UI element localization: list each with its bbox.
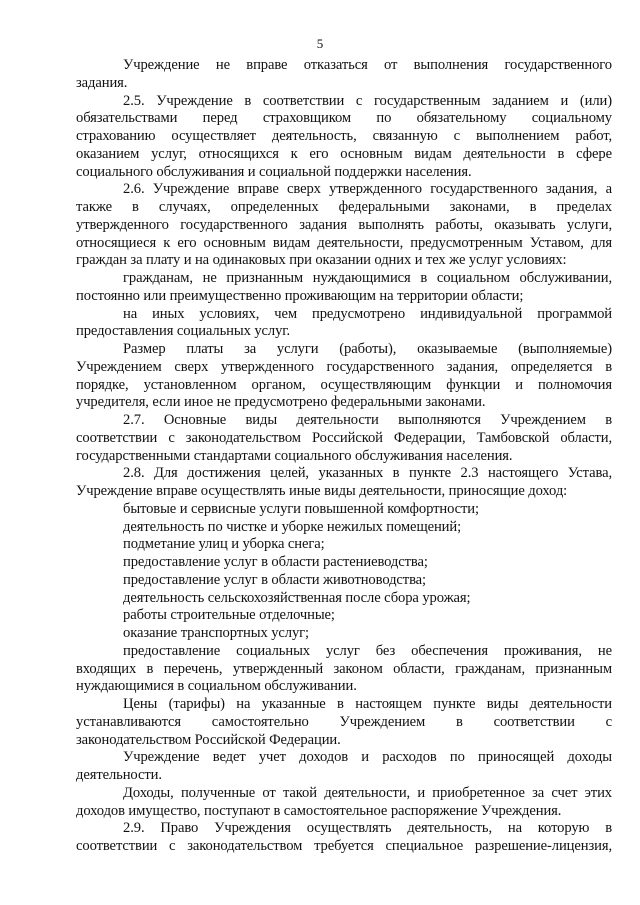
text-line: соответствии с законодательством Российской Федерации, Тамбовской области, xyxy=(76,429,612,446)
text-line: подметание улиц и уборка снега; xyxy=(123,536,325,553)
text-line: утвержденного государственного задания выполнять работы, оказывать услуги, xyxy=(76,216,612,233)
text-line: учредителя, если иное не предусмотрено федеральными законами. xyxy=(76,394,486,411)
text-line: постоянно или преимущественно проживающим на территории области; xyxy=(76,287,524,304)
text-line: соответствии с законодательством требуется специальное разрешение-лицензия, xyxy=(76,838,612,854)
text-line: бытовые и сервисные услуги повышенной комфортности; xyxy=(123,500,479,517)
text-line: устанавливаются самостоятельно Учреждением в соответствии с xyxy=(76,713,612,730)
text-line: 2.9. Право Учреждения осуществлять деятельность, на которую в xyxy=(123,820,612,837)
text-line: деятельность по чистке и уборке нежилых помещений; xyxy=(123,518,462,535)
text-line: Учреждение вправе осуществлять иные виды деятельности, приносящие доход: xyxy=(76,483,568,499)
text-line: обязательствами перед страховщиком по обязательному социальному xyxy=(76,110,612,127)
text-line: граждан за плату и на одинаковых при оказании одних и тех же услуг условиях: xyxy=(76,252,567,269)
text-line: Учреждением сверх утвержденного государственного задания, определяется в xyxy=(76,358,612,375)
text-line: 2.7. Основные виды деятельности выполняются Учреждением в xyxy=(123,412,612,428)
text-line: деятельности. xyxy=(76,767,162,783)
text-line: порядке, установленном органом, осуществляющим функции и полномочия xyxy=(76,376,612,393)
text-line: Учреждение ведет учет доходов и расходов по приносящей доходы xyxy=(123,749,612,766)
text-line: социального обслуживания и социальной поддержки населения. xyxy=(76,163,472,180)
text-line: относящиеся к его основным видам деятельности, предусмотренным Уставом, для xyxy=(76,234,612,251)
text-line: страхованию осуществляет деятельность, связанную с выполнением работ, xyxy=(76,128,612,144)
text-line: работы строительные отделочные; xyxy=(123,607,335,624)
text-line: нуждающимися в социальном обслуживании. xyxy=(76,678,357,695)
text-line: оказание транспортных услуг; xyxy=(123,625,309,641)
document-body xyxy=(76,57,612,856)
text-line: 2.5. Учреждение в соответствии с государственным заданием и (или) xyxy=(123,92,612,109)
text-line: оказанием услуг, относящихся к его основным видам деятельности в сфере xyxy=(76,145,612,162)
text-line: государственными стандартами социального обслуживания населения. xyxy=(76,447,513,464)
text-line: на иных условиях, чем предусмотрено индивидуальной программой xyxy=(123,305,612,322)
text-line: также в случаях, определенных федеральными законами, в пределах xyxy=(76,199,612,215)
text-line: Размер платы за услуги (работы), оказываемые (выполняемые) xyxy=(123,341,612,357)
text-line: Учреждение не вправе отказаться от выполнения государственного xyxy=(123,57,612,73)
text-line: законодательством Российской Федерации. xyxy=(76,731,341,748)
text-line: предоставление услуг в области животноводства; xyxy=(123,571,427,588)
text-line: доходов имущество, поступают в самостоятельное распоряжение Учреждения. xyxy=(76,802,562,819)
text-line: предоставления социальных услуг. xyxy=(76,323,291,340)
text-line: 2.6. Учреждение вправе сверх утвержденного государственного задания, а xyxy=(123,181,612,198)
text-line: Цены (тарифы) на указанные в настоящем пункте виды деятельности xyxy=(123,696,612,712)
text-line: гражданам, не признанным нуждающимися в социальном обслуживании, xyxy=(123,270,612,286)
text-line: Доходы, полученные от такой деятельности, и приобретенное за счет этих xyxy=(123,784,612,801)
text-line: предоставление услуг в области растениеводства; xyxy=(123,554,428,570)
text-line: входящих в перечень, утвержденный законом области, гражданам, признанным xyxy=(76,660,612,677)
page-number: 5 xyxy=(316,36,324,51)
text-line: деятельность сельскохозяйственная после сбора урожая; xyxy=(123,589,471,606)
text-line: задания. xyxy=(76,74,128,91)
text-line: 2.8. Для достижения целей, указанных в пункте 2.3 настоящего Устава, xyxy=(123,465,612,482)
text-line: предоставление социальных услуг без обеспечения проживания, не xyxy=(123,642,612,659)
